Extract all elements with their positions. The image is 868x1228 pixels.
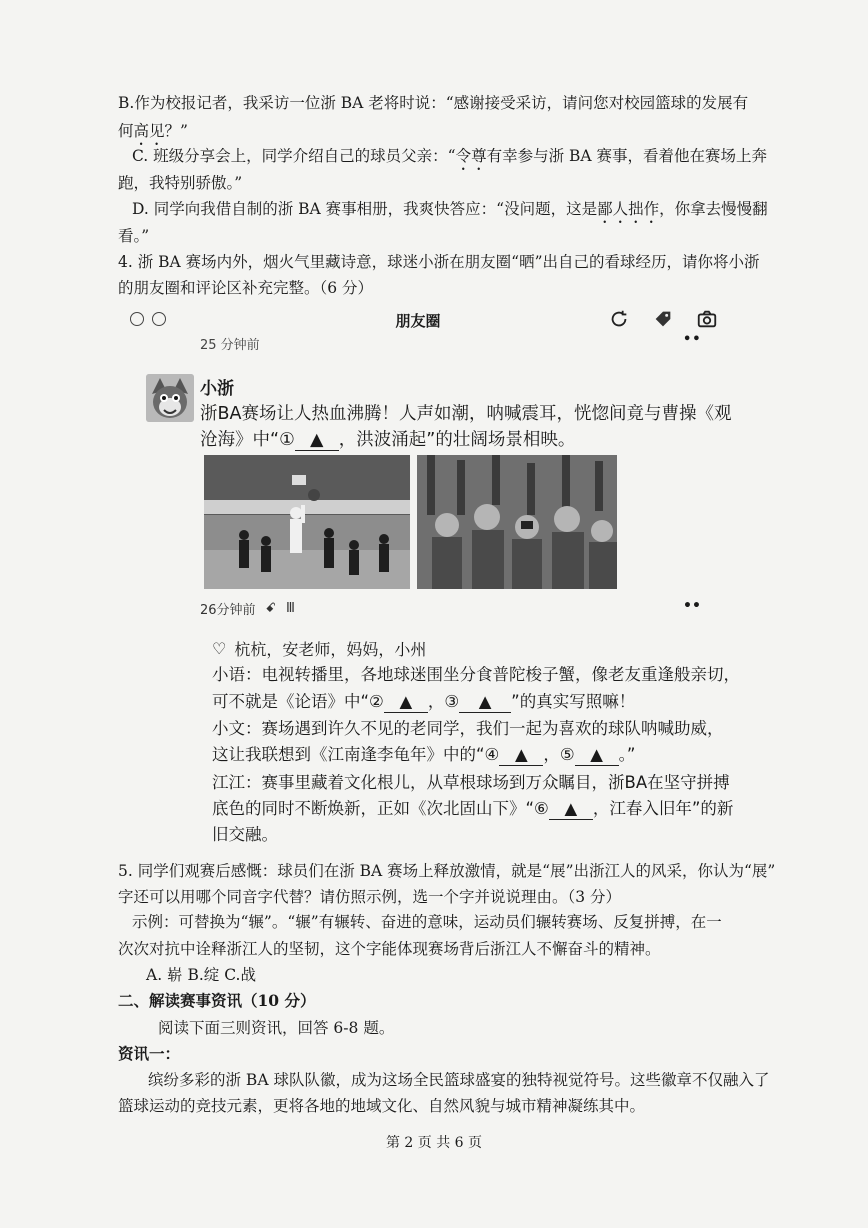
info-1-line1: 缤纷多彩的浙 BA 球队队徽，成为这场全民篮球盛宴的独特视觉符号。这些徽章不仅融入了 xyxy=(148,1071,770,1089)
post-text-line2: 沧海》中“① ▲ ，洪波涌起”的壮阔场景相映。 xyxy=(200,430,576,450)
likes-list: 杭杭，安老师，妈妈，小州 xyxy=(234,640,427,659)
answer-blank-1[interactable]: ▲ xyxy=(295,430,339,451)
post-user-name[interactable]: 小浙 xyxy=(200,379,234,399)
answer-blank-2[interactable]: ▲ xyxy=(384,692,428,713)
moments-title: 朋友圈 xyxy=(395,312,441,330)
comment-2-line1: 小文：赛场遇到许久不见的老同学，我们一起为喜欢的球队呐喊助威， xyxy=(212,719,724,738)
page-footer: 第 2 页 共 6 页 xyxy=(385,1135,483,1151)
q3-option-c-line1: C. 班级分享会上，同学介绍自己的球员父亲：“令尊有幸参与浙 BA 赛事，看着他在赛场上奔 xyxy=(132,147,768,165)
post-time: 26分钟前 xyxy=(200,603,256,618)
previous-post-time: 25 分钟前 xyxy=(200,338,260,353)
answer-blank-3[interactable]: ▲ xyxy=(459,692,511,713)
comment-3-line1: 江江：赛事里藏着文化根儿，从草根球场到万众瞩目，浙BA在坚守拼搏 xyxy=(212,773,730,792)
tag-icon[interactable] xyxy=(652,308,674,330)
q3-option-c-line2: 跑，我特别骄傲。” xyxy=(118,174,243,192)
post-text-line1: 浙BA赛场让人热血沸腾！人声如潮，呐喊震耳，恍惚间竟与曹操《观 xyxy=(200,404,732,424)
previous-post-more-icon[interactable]: •• xyxy=(683,332,702,347)
section-2-instruction: 阅读下面三则资讯，回答 6-8 题。 xyxy=(158,1019,395,1037)
q5-choices: A. 崭 B.绽 C.战 xyxy=(146,966,256,984)
delete-icon[interactable]: Ⅲ xyxy=(285,601,295,616)
comment-3-line2: 底色的同时不断焕新，正如《次北固山下》“⑥ ▲ ，江春入旧年”的新 xyxy=(212,799,734,818)
moments-header xyxy=(118,304,718,338)
q4-line1: 4. 浙 BA 赛场内外，烟火气里藏诗意，球迷小浙在朋友圈“晒”出自己的看球经历，请你将小浙 xyxy=(118,253,760,271)
q5-example-line1: 示例：可替换为“辗”。“辗”有辗转、奋进的意味，运动员们辗转赛场、反复拼搏，在一 xyxy=(132,913,722,931)
info-1-line2: 篮球运动的竞技元素，更将各地的地域文化、自然风貌与城市精神凝练其中。 xyxy=(118,1097,646,1115)
privacy-icon[interactable]: ꗃ xyxy=(265,601,276,616)
avatar[interactable] xyxy=(146,374,194,422)
q3-option-b-line2: 何高见？” xyxy=(118,122,188,140)
heart-icon: ♡ xyxy=(212,639,227,658)
post-photo-fans[interactable] xyxy=(417,455,617,589)
answer-blank-6[interactable]: ▲ xyxy=(549,799,593,820)
q3-option-d-line2: 看。” xyxy=(118,227,150,245)
section-2-heading: 二、解读赛事资讯（10 分） xyxy=(118,991,316,1010)
comment-3-line3: 旧交融。 xyxy=(212,825,278,844)
post-photo-game[interactable] xyxy=(204,455,410,589)
post-more-icon[interactable]: •• xyxy=(683,598,701,614)
likes-row xyxy=(212,637,426,660)
comment-2-line2: 这让我联想到《江南逢李龟年》中的“④ ▲ ，⑤ ▲ 。” xyxy=(212,745,636,764)
q3-option-d-line1: D. 同学向我借自制的浙 BA 赛事相册，我爽快答应：“没问题，这是鄙人拙作，你拿去慢慢翻 xyxy=(132,200,768,218)
answer-blank-5[interactable]: ▲ xyxy=(575,745,619,766)
q4-line2: 的朋友圈和评论区补充完整。（6 分） xyxy=(118,279,374,297)
post-meta xyxy=(200,599,295,618)
answer-blank-4[interactable]: ▲ xyxy=(499,745,543,766)
refresh-icon[interactable] xyxy=(608,308,630,330)
q5-line2: 字还可以用哪个同音字代替？请仿照示例，选一个字并说说理由。（3 分） xyxy=(118,888,622,906)
q5-line1: 5. 同学们观赛后感慨：球员们在浙 BA 赛场上释放激情，就是“展”出浙江人的风采，你认为“展” xyxy=(118,862,776,880)
comment-1-line1: 小语：电视转播里，各地球迷围坐分食普陀梭子蟹，像老友重逢般亲切， xyxy=(212,665,740,684)
camera-icon[interactable] xyxy=(696,308,718,330)
q5-example-line2: 次次对抗中诠释浙江人的坚韧，这个字能体现赛场背后浙江人不懈奋斗的精神。 xyxy=(118,940,661,958)
comment-1-line2: 可不就是《论语》中“② ▲ ，③ ▲ ”的真实写照嘛！ xyxy=(212,692,636,711)
info-1-label: 资讯一： xyxy=(118,1044,181,1063)
q3-option-b-line1: B.作为校报记者，我采访一位浙 BA 老将时说：“感谢接受采访，请问您对校园篮球的发展有 xyxy=(118,94,749,112)
header-icons xyxy=(608,308,718,330)
